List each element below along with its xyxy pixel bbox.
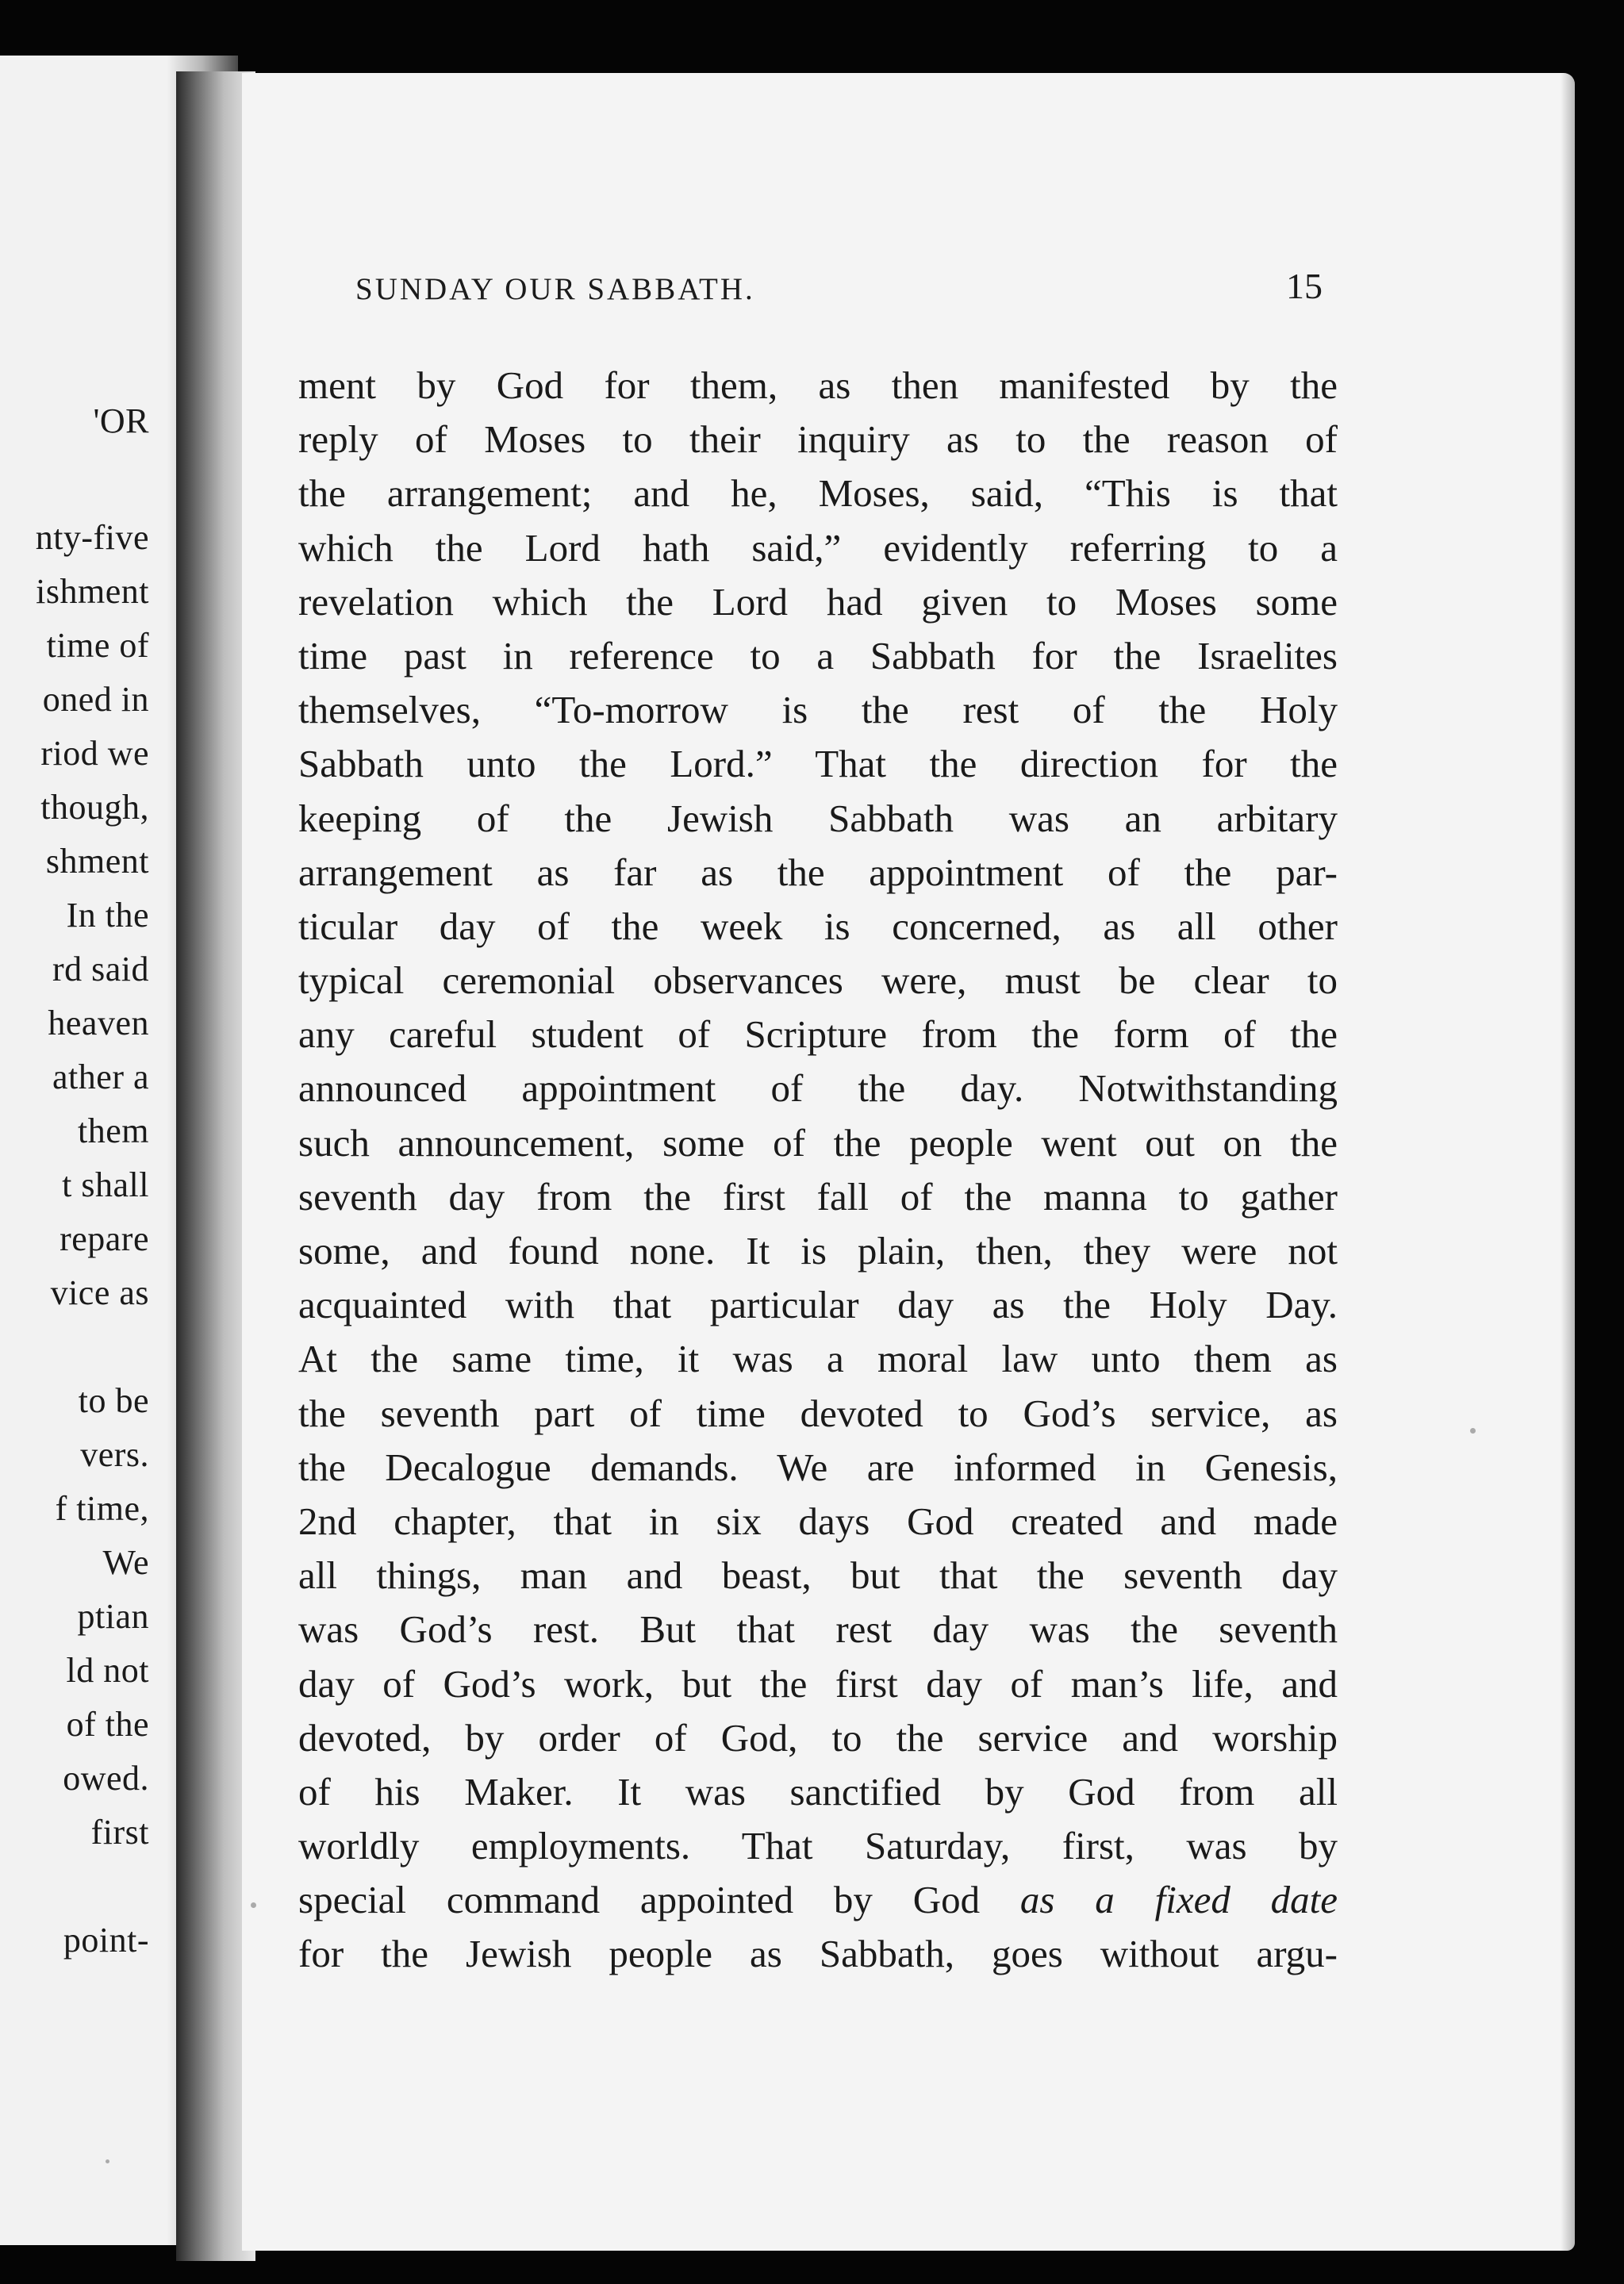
left-page-line: repare	[60, 1219, 149, 1258]
text-line: time past in reference to a Sabbath for the Israelites	[298, 633, 1338, 678]
left-page-line: ld not	[66, 1651, 149, 1690]
left-page-line: ptian	[77, 1597, 149, 1636]
text-line: At the same time, it was a moral law unto them as	[298, 1337, 1338, 1381]
left-page-line: of the	[66, 1705, 149, 1744]
left-page-line: ishment	[36, 572, 149, 611]
text-line: all things, man and beast, but that the seventh day	[298, 1553, 1338, 1598]
text-line: typical ceremonial observances were, must be clear to	[298, 958, 1338, 1003]
left-page-line: vers.	[80, 1435, 149, 1474]
left-page-line: them	[78, 1111, 149, 1150]
text-line: such announcement, some of the people went out on the	[298, 1120, 1338, 1165]
left-page-line: shment	[45, 842, 149, 881]
text-line: arrangement as far as the appointment of the par-	[298, 850, 1338, 894]
left-page-line: point-	[63, 1921, 149, 1960]
text-line-special	[298, 1873, 1338, 1927]
left-page-line: oned in	[42, 680, 149, 719]
scan-speck	[251, 1902, 256, 1908]
page-edge-shadow	[1561, 73, 1575, 2251]
text-line: 2nd chapter, that in six days God created and made	[298, 1499, 1338, 1543]
left-page-line: vice as	[50, 1273, 149, 1312]
text-line: the Decalogue demands. We are informed in Genesis,	[298, 1445, 1338, 1489]
text-line: devoted, by order of God, to the service and worship	[298, 1715, 1338, 1760]
left-page-line: We	[102, 1543, 149, 1582]
scan-speck	[106, 2159, 109, 2163]
left-page-line: first	[90, 1813, 149, 1852]
running-head: SUNDAY OUR SABBATH.	[355, 272, 755, 306]
left-page-line: riod we	[40, 734, 149, 773]
left-page-line: t shall	[62, 1165, 149, 1204]
scan-speck	[1470, 1428, 1476, 1434]
text-line: the seventh part of time devoted to God’s service, as	[298, 1391, 1338, 1435]
text-line: revelation which the Lord had given to Moses some	[298, 579, 1338, 624]
left-page-line: rd said	[52, 950, 149, 988]
text-line: reply of Moses to their inquiry as to the reason of	[298, 417, 1338, 462]
left-page-line: owed.	[63, 1759, 149, 1798]
text-line: seventh day from the first fall of the manna to gather	[298, 1174, 1338, 1219]
text-line: was God’s rest. But that rest day was the seventh	[298, 1607, 1338, 1652]
left-page-line: heaven	[48, 1004, 149, 1042]
text-line: keeping of the Jewish Sabbath was an arbitary	[298, 796, 1338, 840]
text-line: Sabbath unto the Lord.” That the direction for the	[298, 742, 1338, 786]
text-line: themselves, “To-morrow is the rest of the Holy	[298, 688, 1338, 732]
text-line: acquainted with that particular day as the Holy Day.	[298, 1283, 1338, 1327]
text-line: any careful student of Scripture from the form of the	[298, 1012, 1338, 1057]
left-page-line: In the	[66, 896, 149, 935]
left-page-line: to be	[78, 1381, 149, 1420]
page-number: 15	[1286, 266, 1323, 306]
left-page-line: 'OR	[93, 401, 149, 440]
text-line: of his Maker. It was sanctified by God from all	[298, 1769, 1338, 1814]
text-line: ment by God for them, as then manifested by the	[298, 363, 1338, 407]
text-line: ticular day of the week is concerned, as all other	[298, 904, 1338, 948]
text-line-special-prefix: special command appointed by God	[298, 1878, 981, 1922]
text-line: some, and found none. It is plain, then, they were not	[298, 1229, 1338, 1273]
left-page-line: f time,	[55, 1489, 149, 1528]
text-line: which the Lord hath said,” evidently referring to a	[298, 525, 1338, 570]
body-text	[298, 359, 1338, 1982]
text-line: worldly employments. That Saturday, first, was by	[298, 1824, 1338, 1868]
italic-phrase: as a fixed date	[1019, 1878, 1338, 1922]
text-line-final: for the Jewish people as Sabbath, goes without argu-	[298, 1932, 1338, 1976]
text-line: announced appointment of the day. Notwithstanding	[298, 1066, 1338, 1111]
left-page-line: nty-five	[35, 518, 149, 557]
text-line: the arrangement; and he, Moses, said, “This is that	[298, 471, 1338, 516]
left-page-line: ather a	[52, 1058, 149, 1096]
left-page-line: time of	[46, 626, 149, 665]
left-page-line: though,	[40, 788, 149, 827]
text-line: day of God’s work, but the first day of man’s life, and	[298, 1661, 1338, 1706]
